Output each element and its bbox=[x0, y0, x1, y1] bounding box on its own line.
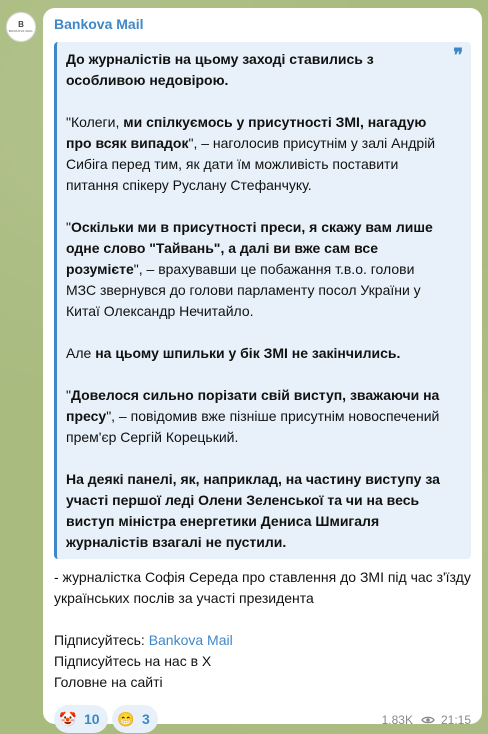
quote-paragraph: На деякі панелі, як, наприклад, на частину виступу за участі першої леді Олени Зеленської та чи на весь виступ міністра енергетики Дениса Шмигаля журналістів взагалі не пустили. bbox=[66, 471, 440, 550]
quote-paragraph bbox=[66, 112, 447, 196]
reaction-grin[interactable] bbox=[112, 705, 158, 733]
reaction-clown[interactable] bbox=[54, 705, 108, 733]
message-meta bbox=[382, 713, 471, 727]
clown-icon: 🤡 bbox=[59, 711, 77, 727]
quote-paragraph bbox=[66, 385, 447, 448]
message-bubble bbox=[43, 8, 482, 727]
message-time: 21:15 bbox=[440, 713, 471, 727]
quote-paragraph bbox=[66, 217, 447, 322]
reaction-count: 3 bbox=[142, 711, 150, 727]
quote-icon: ❞ bbox=[453, 45, 463, 65]
quote-bold-text: Довелося сильно порізати свій виступ, зважаючи на пресу bbox=[66, 387, 440, 424]
view-count: 1.83K bbox=[381, 713, 413, 727]
message-footer bbox=[54, 705, 471, 733]
subscribe-link[interactable]: Bankova Mail bbox=[148, 632, 233, 648]
eye-icon bbox=[421, 715, 435, 725]
attribution-text: - журналістка Софія Середа про ставлення до ЗМІ під час з'їзду українських послів за участі президента bbox=[54, 569, 471, 606]
channel-logo-text: BANKOVA MAIL bbox=[8, 29, 34, 33]
site-link[interactable]: Головне на сайті bbox=[54, 674, 163, 690]
quote-text: Але bbox=[66, 345, 96, 361]
quote-bold-text: ми спілкуємось у присутності ЗМІ, нагадую про всяк випадок bbox=[66, 114, 427, 151]
sender-name[interactable]: Bankova Mail bbox=[54, 16, 144, 32]
subscribe-line bbox=[54, 630, 471, 651]
grin-icon: 😁 bbox=[117, 711, 135, 727]
quote-text: " bbox=[66, 387, 71, 403]
reaction-count: 10 bbox=[84, 711, 100, 727]
quote-block bbox=[54, 42, 471, 559]
quote-text: " bbox=[66, 219, 71, 235]
subscribe-prefix: Підписуйтесь: bbox=[54, 632, 149, 648]
x-subscribe-link[interactable]: Підписуйтесь на нас в X bbox=[54, 653, 212, 669]
links-section bbox=[54, 630, 471, 693]
quote-text: ", – наголосив присутнім у залі Андрій Сибіга перед тим, як дати їм можливість поставити питання спікеру Руслану Стефанчуку. bbox=[66, 135, 436, 193]
quote-paragraph bbox=[66, 343, 447, 364]
quote-bold-text: на цьому шпильки у бік ЗМІ не закінчились. bbox=[95, 345, 401, 361]
channel-logo: B bbox=[18, 20, 24, 29]
quote-text: ", – повідомив вже пізніше присутнім новоспечений прем'єр Сергій Корецький. bbox=[66, 408, 440, 445]
quote-paragraph: До журналістів на цьому заході ставились з особливою недовірою. bbox=[66, 51, 374, 88]
quote-text: ", – врахувавши це побажання т.в.о. голови МЗС звернувся до голови парламенту посол України у Китаї Олександр Нечитайло. bbox=[66, 261, 421, 319]
quote-text: "Колеги, bbox=[66, 114, 124, 130]
quote-bold-text: Оскільки ми в присутності преси, я скажу вам лише одне слово "Тайвань", а далі ви вже сам все розумієте bbox=[66, 219, 433, 277]
channel-avatar[interactable] bbox=[6, 12, 36, 42]
